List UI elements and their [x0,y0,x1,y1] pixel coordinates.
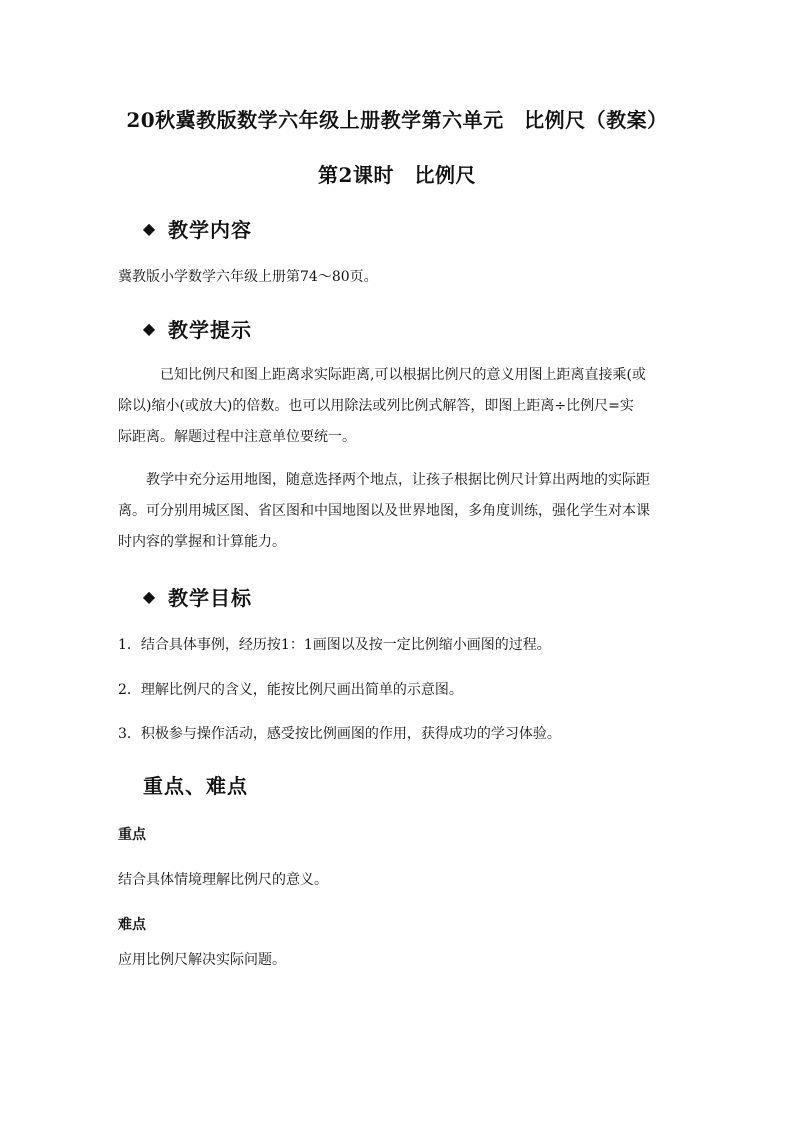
section-heading-tips [140,314,252,343]
goal-item-1: 1．结合具体事例，经历按1：1画图以及按一定比例缩小画图的过程。 [118,637,551,653]
paragraph-line: 除以)缩小(或放大)的倍数。也可以用除法或列比例式解答，即图上距离÷比例尺=实 [118,398,634,414]
key-point-text: 结合具体情境理解比例尺的意义。 [118,872,328,888]
section-heading-label: 教学目标 [168,586,252,610]
section-heading-label: 教学提示 [168,318,252,342]
section-heading-goals [140,582,252,611]
key-point-label: 重点 [118,827,146,843]
section-heading-label: 重点、难点 [143,774,248,798]
difficult-point-text: 应用比例尺解决实际问题。 [118,952,286,968]
paragraph-line: 离。可分别用城区图、省区图和中国地图以及世界地图，多角度训练，强化学生对本课 [118,503,650,519]
content-text: 冀教版小学数学六年级上册第74～80页。 [118,269,378,285]
section-heading-label: 教学内容 [168,218,252,242]
diamond-bullet-icon: ◆ [142,587,156,606]
tips-paragraph-1 [118,360,678,453]
paragraph-line: 时内容的掌握和计算能力。 [118,534,286,550]
paragraph-line: 教学中充分运用地图，随意选择两个地点，让孩子根据比例尺计算出两地的实际距 [146,472,650,488]
diamond-bullet-icon: ◆ [142,219,156,238]
goal-item-2: 2．理解比例尺的含义，能按比例尺画出简单的示意图。 [118,682,463,698]
paragraph-line: 际距离。解题过程中注意单位要统一。 [118,429,356,445]
lesson-subtitle: 第2课时 比例尺 [318,163,476,187]
tips-paragraph-2 [118,465,678,558]
difficult-point-label: 难点 [118,917,146,933]
section-heading-content [140,214,252,243]
goal-item-3: 3．积极参与操作活动，感受按比例画图的作用，获得成功的学习体验。 [118,726,561,742]
diamond-bullet-icon: ◆ [142,319,156,338]
section-heading-key-points [143,770,248,799]
document-title: 20秋冀教版数学六年级上册教学第六单元 比例尺（教案） [126,108,668,132]
paragraph-line: 已知比例尺和图上距离求实际距离,可以根据比例尺的意义用图上距离直接乘(或 [160,367,646,383]
